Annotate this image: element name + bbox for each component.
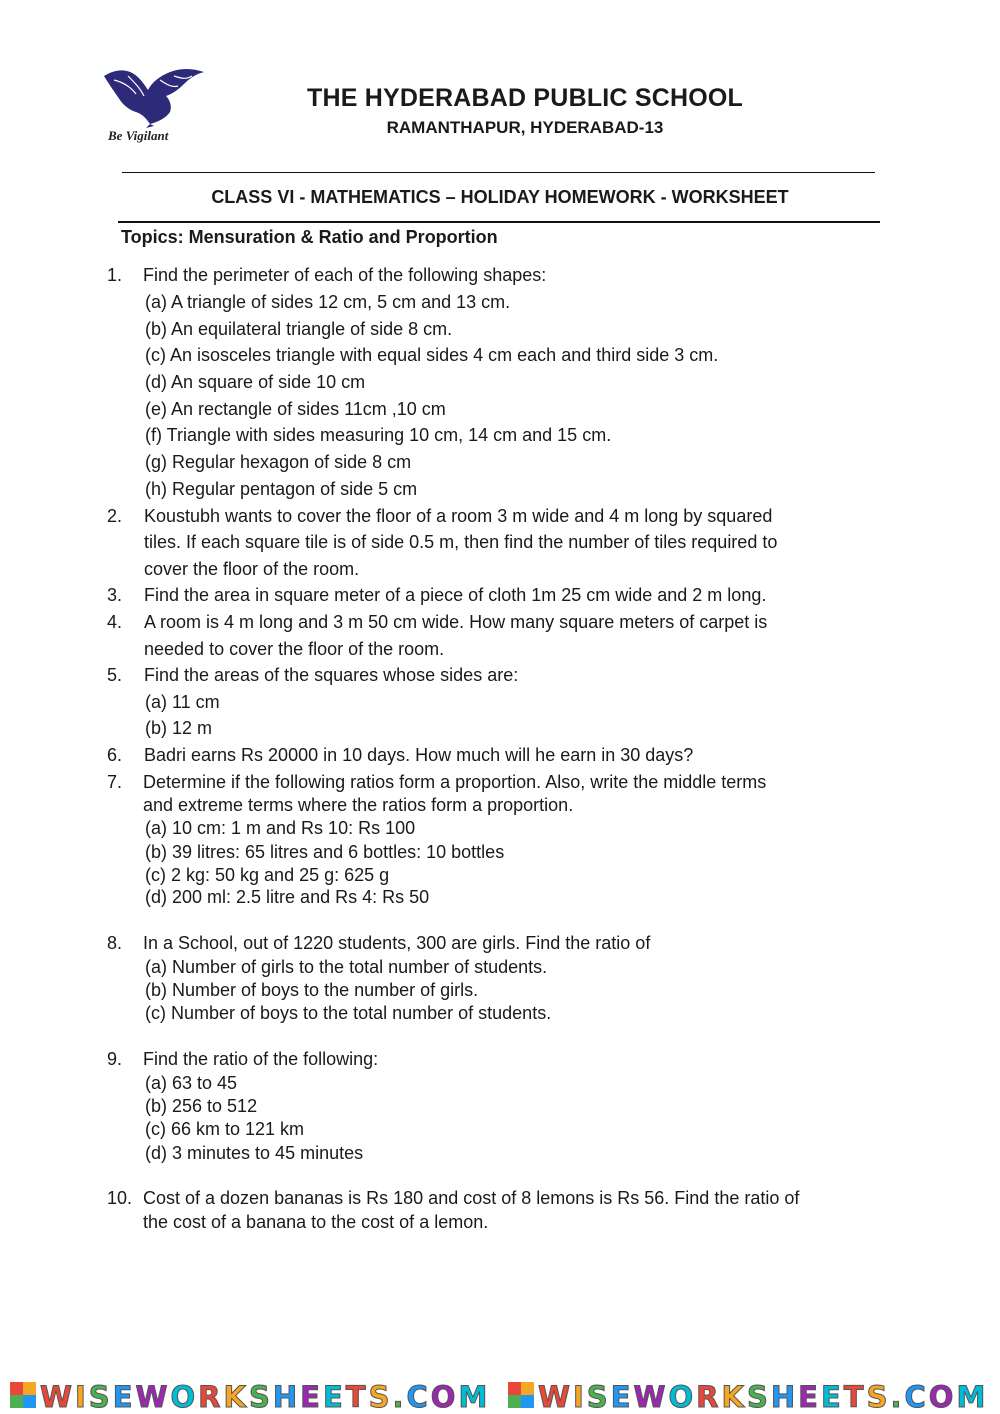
watermark-footer — [0, 1378, 1000, 1413]
question-text: Find the perimeter of each of the following shapes: — [143, 265, 547, 285]
question-text: Find the areas of the squares whose sides are: — [144, 665, 519, 685]
question-number: 6. — [106, 745, 122, 765]
question-part: (b) 256 to 512 — [145, 1096, 258, 1116]
eagle-icon — [100, 66, 208, 128]
watermark-text: WISEWORKSHEETS.COM — [538, 1380, 989, 1414]
question-part: (c) An isosceles triangle with equal sides 4 cm each and third side 3 cm. — [145, 345, 719, 365]
logo-motto: Be Vigilant — [108, 128, 169, 143]
question-text: Cost of a dozen bananas is Rs 180 and cost of 8 lemons is Rs 56. Find the ratio of — [143, 1188, 800, 1208]
question-number: 5. — [106, 665, 122, 685]
question-text: Badri earns Rs 20000 in 10 days. How much will he earn in 30 days? — [144, 745, 694, 765]
question-part: (g) Regular hexagon of side 8 cm — [145, 452, 412, 472]
question-text: A room is 4 m long and 3 m 50 cm wide. How many square meters of carpet is — [144, 612, 768, 632]
wise-logo-icon — [508, 1382, 534, 1408]
question-part: (d) An square of side 10 cm — [145, 372, 366, 392]
question-text: and extreme terms where the ratios form a proportion. — [143, 795, 574, 815]
topics-line: Topics: Mensuration & Ratio and Proportion — [121, 227, 498, 247]
question-number: 9. — [106, 1049, 122, 1069]
question-part: (e) An rectangle of sides 11cm ,10 cm — [145, 399, 446, 419]
question-part: (h) Regular pentagon of side 5 cm — [145, 479, 418, 499]
question-part: (f) Triangle with sides measuring 10 cm, 14 cm and 15 cm. — [145, 425, 612, 445]
question-part: (a) 10 cm: 1 m and Rs 10: Rs 100 — [145, 818, 416, 838]
school-logo — [100, 66, 208, 148]
question-part: (c) 2 kg: 50 kg and 25 g: 625 g — [145, 865, 390, 885]
worksheet-title: CLASS VI - MATHEMATICS – HOLIDAY HOMEWORK - WORKSHEET — [211, 187, 789, 207]
question-part: (b) 12 m — [145, 718, 213, 738]
question-number: 2. — [106, 506, 122, 526]
watermark-text: WISEWORKSHEETS.COM — [40, 1380, 491, 1414]
question-text: cover the floor of the room. — [144, 559, 360, 579]
question-text: Koustubh wants to cover the floor of a room 3 m wide and 4 m long by squared — [144, 506, 773, 526]
title-divider — [118, 221, 880, 223]
question-text: tiles. If each square tile is of side 0.5 m, then find the number of tiles required to — [144, 532, 778, 552]
question-text: Determine if the following ratios form a proportion. Also, write the middle terms — [143, 772, 767, 792]
question-text: Find the area in square meter of a piece of cloth 1m 25 cm wide and 2 m long. — [144, 585, 767, 605]
question-text: In a School, out of 1220 students, 300 are girls. Find the ratio of — [143, 933, 651, 953]
header-divider — [122, 172, 875, 173]
question-number: 1. — [106, 265, 122, 285]
question-part: (a) 63 to 45 — [145, 1073, 238, 1093]
question-part: (a) A triangle of sides 12 cm, 5 cm and 13 cm. — [145, 292, 511, 312]
question-part: (b) Number of boys to the number of girls. — [145, 980, 479, 1000]
school-name: THE HYDERABAD PUBLIC SCHOOL — [307, 84, 743, 112]
question-part: (c) 66 km to 121 km — [145, 1119, 305, 1139]
question-text: the cost of a banana to the cost of a lemon. — [143, 1212, 489, 1232]
question-part: (c) Number of boys to the total number of students. — [145, 1003, 552, 1023]
question-part: (d) 200 ml: 2.5 litre and Rs 4: Rs 50 — [145, 887, 430, 907]
school-address: RAMANTHAPUR, HYDERABAD-13 — [386, 118, 664, 137]
question-part: (a) 11 cm — [145, 692, 220, 712]
question-number: 10. — [106, 1188, 132, 1208]
question-part: (a) Number of girls to the total number of students. — [145, 957, 548, 977]
question-number: 7. — [106, 772, 122, 792]
question-part: (b) 39 litres: 65 litres and 6 bottles: 10 bottles — [145, 842, 505, 862]
question-text: Find the ratio of the following: — [143, 1049, 379, 1069]
wise-logo-icon — [10, 1382, 36, 1408]
question-number: 4. — [106, 612, 122, 632]
question-text: needed to cover the floor of the room. — [144, 639, 445, 659]
question-number: 8. — [106, 933, 122, 953]
question-part: (d) 3 minutes to 45 minutes — [145, 1143, 364, 1163]
question-part: (b) An equilateral triangle of side 8 cm. — [145, 319, 453, 339]
question-number: 3. — [106, 585, 122, 605]
